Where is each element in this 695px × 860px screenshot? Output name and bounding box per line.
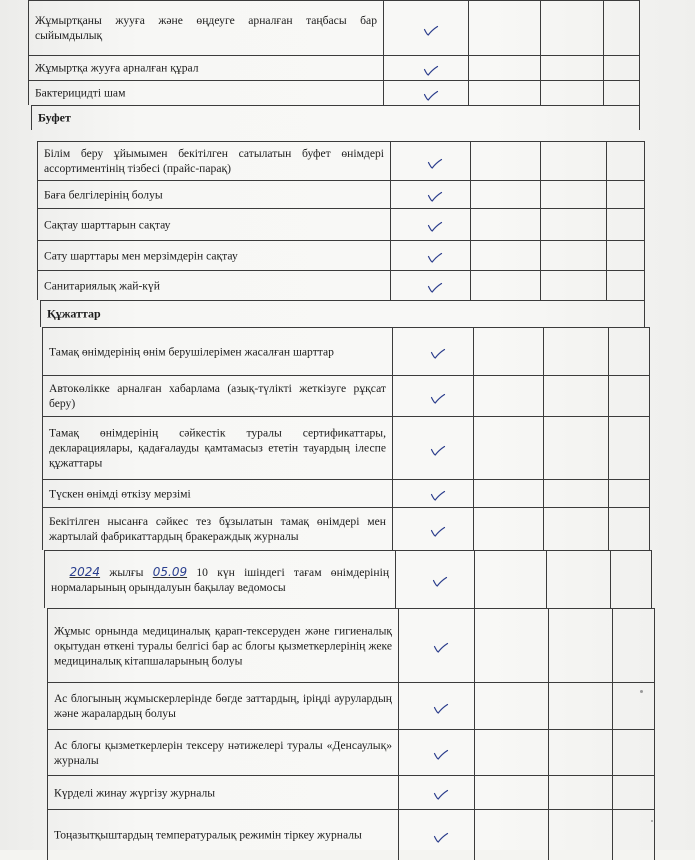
mark-cell <box>392 327 473 375</box>
mark-cell <box>548 809 612 860</box>
checkmark-icon <box>431 491 445 501</box>
checkmark-icon <box>428 283 442 293</box>
checkmark-icon <box>424 26 438 36</box>
mark-cell <box>548 729 612 775</box>
mark-cell <box>474 608 548 682</box>
mark-cell <box>470 180 540 208</box>
criterion-cell <box>47 608 398 682</box>
criterion-label: Түскен өнімді өткізу мерзімі <box>49 487 191 500</box>
mark-cell <box>398 682 474 729</box>
vedomost-text: жылғы <box>109 565 144 579</box>
section-title: Буфет <box>38 110 71 125</box>
criterion-label: Сату шарттары мен мерзімдерін сақтау <box>44 249 238 262</box>
criterion-label: Тоңазытқыштардың температуралық режимін тіркеу журналы <box>54 828 362 842</box>
mark-cell <box>383 80 468 105</box>
mark-cell <box>540 80 603 105</box>
handwritten-date: 05.09 <box>152 564 188 579</box>
mark-cell <box>398 775 474 809</box>
criterion-cell <box>47 682 398 729</box>
mark-cell <box>543 327 608 375</box>
checkmark-icon <box>428 222 442 232</box>
mark-cell <box>603 80 640 105</box>
criterion-label: Бактерицидті шам <box>35 86 126 100</box>
criterion-label: Баға белгілерінің болуы <box>44 188 163 201</box>
checkmark-icon <box>431 527 445 537</box>
mark-cell <box>612 608 655 682</box>
criterion-label: Жұмыртқаны жууға және өңдеуге арналған таңбасы бар сыйымдылық <box>35 14 377 42</box>
checkmark-icon <box>431 394 445 404</box>
criterion-cell <box>37 240 390 270</box>
mark-cell <box>608 479 650 507</box>
criterion-label: Тамақ өнімдерінің сәйкестік туралы сертификаттары, декларациялары, қадағалауды қамтамасыз ететін тауардың ілеспе құжаттары <box>49 426 386 470</box>
vedomost-label <box>51 565 389 595</box>
criterion-label: Жұмыс орнында медициналық қарап-тексеруден және гигиеналық оқытудан өткені туралы белгісі бар ас блогы қызметкерлерінің жеке медициналық кітапшаларының болуы <box>54 624 392 667</box>
criterion-cell <box>42 416 392 479</box>
mark-cell <box>383 55 468 80</box>
mark-cell <box>474 729 548 775</box>
section-title: Құжаттар <box>47 306 101 321</box>
mark-cell <box>470 240 540 270</box>
criterion-label: Тамақ өнімдерінің өнім берушілерімен жасалған шарттар <box>49 345 334 358</box>
mark-cell <box>398 729 474 775</box>
mark-cell <box>470 270 540 300</box>
mark-cell <box>398 608 474 682</box>
checkmark-icon <box>428 253 442 263</box>
mark-cell <box>473 327 543 375</box>
mark-cell <box>608 507 650 550</box>
criterion-cell <box>44 550 395 608</box>
mark-cell <box>548 682 612 729</box>
mark-cell <box>543 507 608 550</box>
mark-cell <box>543 416 608 479</box>
checkmark-icon <box>434 750 448 760</box>
mark-cell <box>470 141 540 180</box>
criterion-label: Күрделі жинау жүргізу журналы <box>54 786 216 799</box>
mark-cell <box>612 775 655 809</box>
criterion-cell <box>42 479 392 507</box>
criterion-cell <box>37 270 390 300</box>
vedomost-text: 10 күн ішіндегі тағам өнімдерінің нормаларының орындалуын бақылау ведомосы <box>51 565 390 594</box>
mark-cell <box>603 0 640 55</box>
scan-speck <box>640 690 643 693</box>
mark-cell <box>474 775 548 809</box>
mark-cell <box>474 682 548 729</box>
criterion-label: Сақтау шарттарын сақтау <box>44 218 171 231</box>
section-header <box>40 300 645 327</box>
mark-cell <box>390 270 470 300</box>
criterion-cell <box>47 775 398 809</box>
criterion-cell <box>42 507 392 550</box>
mark-cell <box>548 775 612 809</box>
checkmark-icon <box>424 66 438 76</box>
mark-cell <box>390 141 470 180</box>
mark-cell <box>473 479 543 507</box>
mark-cell <box>540 270 606 300</box>
mark-cell <box>606 270 645 300</box>
mark-cell <box>474 550 546 608</box>
criterion-cell <box>37 141 390 180</box>
checkmark-icon <box>433 577 447 587</box>
criterion-label: Ас блогы қызметкерлерін тексеру нәтижелері туралы «Денсаулық» журналы <box>54 738 392 767</box>
criterion-cell <box>28 0 383 55</box>
mark-cell <box>540 208 606 240</box>
mark-cell <box>612 682 655 729</box>
mark-cell <box>612 729 655 775</box>
criterion-cell <box>37 180 390 208</box>
mark-cell <box>608 375 650 416</box>
mark-cell <box>540 0 603 55</box>
mark-cell <box>392 507 473 550</box>
mark-cell <box>395 550 474 608</box>
mark-cell <box>468 80 540 105</box>
mark-cell <box>543 479 608 507</box>
mark-cell <box>392 416 473 479</box>
checkmark-icon <box>428 192 442 202</box>
mark-cell <box>606 180 645 208</box>
mark-cell <box>608 327 650 375</box>
criterion-cell <box>28 80 383 105</box>
mark-cell <box>468 55 540 80</box>
mark-cell <box>473 416 543 479</box>
criterion-label: Білім беру ұйымымен бекітілген сатылатын буфет өнімдері ассортиментінің тізбесі (прайс-парақ) <box>44 147 384 175</box>
checkmark-icon <box>431 349 445 359</box>
mark-cell <box>390 208 470 240</box>
criterion-label: Ас блогының жұмыскерлерінде бөгде заттардың, іріңді аурулардың және жаралардың болуы <box>54 692 392 720</box>
mark-cell <box>540 240 606 270</box>
mark-cell <box>603 55 640 80</box>
mark-cell <box>474 809 548 860</box>
mark-cell <box>608 416 650 479</box>
mark-cell <box>610 550 652 608</box>
mark-cell <box>473 507 543 550</box>
criterion-label: Автокөлікке арналған хабарлама (азық-түлікті жеткізуге рұқсат беру) <box>49 382 386 410</box>
mark-cell <box>392 375 473 416</box>
criterion-cell <box>42 327 392 375</box>
checkmark-icon <box>431 446 445 456</box>
checkmark-icon <box>434 790 448 800</box>
mark-cell <box>473 375 543 416</box>
scan-speck <box>651 820 653 822</box>
mark-cell <box>392 479 473 507</box>
mark-cell <box>470 208 540 240</box>
mark-cell <box>540 180 606 208</box>
mark-cell <box>390 240 470 270</box>
checkmark-icon <box>434 704 448 714</box>
criterion-label: Жұмыртқа жууға арналған құрал <box>35 61 199 75</box>
criterion-label: Санитариялық жай-күй <box>44 279 160 292</box>
mark-cell <box>606 240 645 270</box>
checkmark-icon <box>434 643 448 653</box>
mark-cell <box>548 608 612 682</box>
mark-cell <box>606 208 645 240</box>
checkmark-icon <box>428 159 442 169</box>
criterion-label: Бекітілген нысанға сәйкес тез бұзылатын тамақ өнімдері мен жартылай фабрикаттардың бракераждық журналы <box>49 515 386 543</box>
mark-cell <box>468 0 540 55</box>
criterion-cell <box>47 809 398 860</box>
criterion-cell <box>37 208 390 240</box>
mark-cell <box>540 55 603 80</box>
mark-cell <box>398 809 474 860</box>
criterion-cell <box>28 55 383 80</box>
checkmark-icon <box>434 833 448 843</box>
mark-cell <box>540 141 606 180</box>
mark-cell <box>546 550 610 608</box>
mark-cell <box>612 809 655 860</box>
criterion-cell <box>42 375 392 416</box>
mark-cell <box>543 375 608 416</box>
mark-cell <box>390 180 470 208</box>
checkmark-icon <box>424 91 438 101</box>
mark-cell <box>383 0 468 55</box>
mark-cell <box>606 141 645 180</box>
section-header <box>31 105 640 130</box>
handwritten-year: 2024 <box>69 564 101 579</box>
criterion-cell <box>47 729 398 775</box>
